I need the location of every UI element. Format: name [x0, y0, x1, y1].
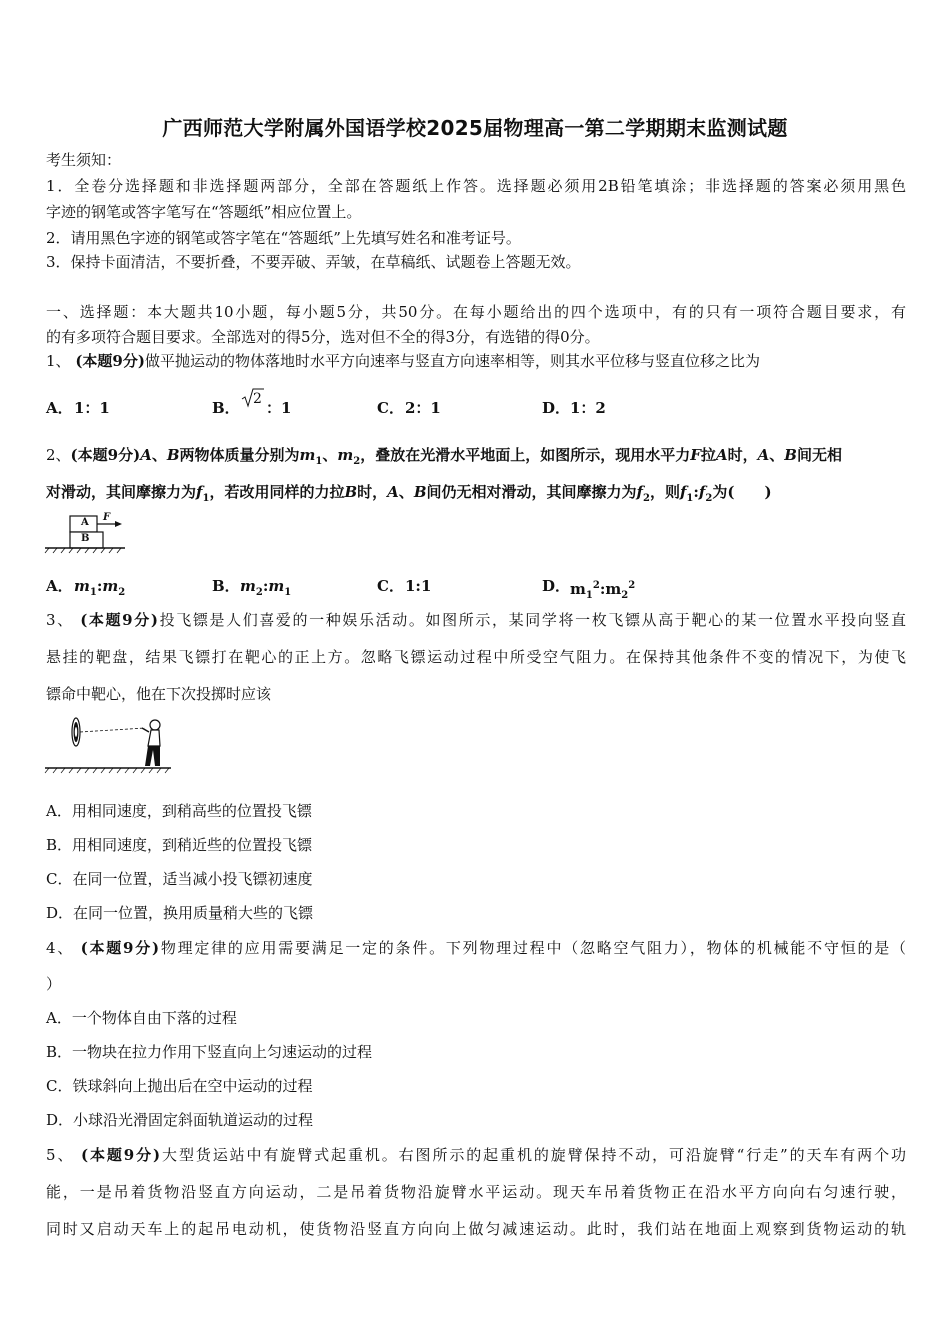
superscript: 2: [592, 580, 600, 591]
text-seg: 、: [151, 446, 167, 464]
var-m: m: [74, 577, 90, 595]
block-a-label: A: [81, 517, 89, 528]
option-label: B．: [212, 577, 240, 595]
question-4-stem-line-2: ）: [46, 975, 62, 993]
question-score-tag: (本题9分): [70, 446, 141, 464]
var-b: B: [413, 483, 427, 501]
text-seg: 两物体质量分别为: [179, 446, 300, 464]
subscript: 2: [621, 590, 629, 601]
option-text: [240, 576, 291, 603]
var-m: m: [268, 577, 285, 595]
question-score-tag: (本题9分): [80, 939, 160, 957]
var-f: f: [636, 483, 643, 501]
text-seg: ，则: [649, 483, 680, 501]
var-a: A: [715, 446, 728, 464]
text-seg: :: [693, 483, 699, 501]
question-score-tag: (本题9分): [80, 611, 158, 629]
question-3-stem-line-2: 悬挂的靶盘，结果飞镖打在靶心的正上方。忽略飞镖运动过程中所受空气阻力。在保持其他条件不变的情况下，为使飞: [46, 648, 906, 666]
question-3-option-b: B．用相同速度，到稍近些的位置投飞镖: [46, 836, 313, 854]
question-number: 5、: [46, 1146, 75, 1164]
var-m: m: [240, 577, 256, 595]
option-radicand: 2: [253, 391, 262, 407]
var-m: m: [299, 446, 316, 464]
var-f: F: [690, 446, 701, 464]
option-label: D．: [542, 399, 571, 417]
var-b: B: [344, 483, 358, 501]
text-seg: 间仍无相对滑动，其间摩擦力为: [426, 483, 637, 501]
text-seg: :: [262, 577, 269, 595]
var-b: B: [166, 446, 180, 464]
text-seg: 拉: [700, 446, 716, 464]
question-4-option-b: B．一物块在拉力作用下竖直向上匀速运动的过程: [46, 1043, 373, 1061]
option-label: B．: [212, 399, 240, 417]
question-score-tag: (本题9分): [75, 352, 145, 370]
text-seg: 间无相: [796, 446, 842, 464]
option-text: [570, 576, 635, 606]
option-text: 2：1: [405, 399, 441, 417]
question-text: 物理定律的应用需要满足一定的条件。下列物理过程中（忽略空气阻力），物体的机械能不守恒的是（: [159, 939, 906, 957]
option-label: A．: [46, 399, 73, 417]
question-3-stem-line-3: 镖命中靶心，他在下次投掷时应该: [46, 685, 272, 703]
subscript: 1: [89, 587, 97, 598]
notice-item-1-line-1: 1．全卷分选择题和非选择题两部分，全部在答题纸上作答。选择题必须用2B铅笔填涂；非选择题的答案必须用黑色: [46, 177, 906, 195]
var-f: f: [698, 483, 706, 501]
question-1-stem: [46, 351, 906, 371]
option-text: 1：2: [570, 399, 606, 417]
var-m: m: [337, 446, 354, 464]
question-4-option-d: D．小球沿光滑固定斜面轨道运动的过程: [46, 1111, 314, 1129]
subscript: 1: [284, 587, 292, 598]
var-a: A: [387, 483, 399, 501]
question-5-stem-line-3: 同时又启动天车上的起吊电动机，使货物沿竖直方向向上做匀减速运动。此时，我们站在地面上观察到货物运动的轨: [46, 1220, 906, 1238]
var-m: m: [570, 580, 586, 598]
question-4-stem-line-1: [46, 938, 906, 958]
question-4-option-a: A．一个物体自由下落的过程: [46, 1009, 237, 1027]
var-m: m: [605, 580, 622, 598]
superscript: 2: [628, 580, 636, 591]
notice-heading: 考生须知：: [46, 151, 122, 169]
text-seg: 、: [769, 446, 785, 464]
option-label: D．: [542, 577, 571, 595]
var-f: f: [196, 483, 203, 501]
subscript: 2: [353, 456, 361, 467]
text-seg: 时，: [357, 483, 388, 501]
notice-item-2: 2．请用黑色字迹的钢笔或答字笔在“答题纸”上先填写姓名和准考证号。: [46, 229, 521, 247]
option-text: ：1: [266, 399, 292, 417]
option-label: A．: [46, 577, 73, 595]
question-score-tag: (本题9分): [81, 1146, 161, 1164]
var-b: B: [784, 446, 797, 464]
question-3-option-c: C．在同一位置，适当减小投飞镖初速度: [46, 870, 313, 888]
option-label: C．: [377, 577, 404, 595]
force-f-label: F: [103, 512, 111, 523]
question-text: 大型货运站中有旋臂式起重机。右图所示的起重机的旋臂保持不动，可沿旋臂“行走”的天车有两个功: [160, 1146, 906, 1164]
block-b-label: B: [81, 533, 90, 544]
subscript: 2: [255, 587, 263, 598]
question-number: 1、: [46, 352, 71, 370]
notice-item-1-line-2: 字迹的钢笔或答字笔写在“答题纸”相应位置上。: [46, 203, 362, 221]
dart-throw-figure: [45, 712, 175, 774]
option-label: C．: [377, 399, 404, 417]
var-a: A: [757, 446, 770, 464]
option-text: 1：1: [74, 399, 110, 417]
notice-item-3: 3．保持卡面清洁，不要折叠，不要弄破、弄皱，在草稿纸、试题卷上答题无效。: [46, 253, 581, 271]
question-4-option-c: C．铁球斜向上抛出后在空中运动的过程: [46, 1077, 313, 1095]
subscript: 1: [315, 456, 323, 467]
option-text: 1:1: [405, 577, 432, 595]
text-seg: ，叠放在光滑水平地面上，如图所示，现用水平力: [360, 446, 691, 464]
question-text: 投飞镖是人们喜爱的一种娱乐活动。如图所示，某同学将一枚飞镖从高于靶心的某一位置水平投向竖直: [157, 611, 906, 629]
text-seg: 对滑动，其间摩擦力为: [46, 483, 197, 501]
text-seg: 为( ): [712, 483, 772, 501]
question-number: 2、: [46, 446, 71, 464]
subscript: 2: [705, 493, 713, 504]
var-a: A: [140, 446, 152, 464]
text-seg: 、: [398, 483, 414, 501]
var-f: f: [679, 483, 687, 501]
subscript: 1: [202, 493, 210, 504]
text-seg: 、: [322, 446, 338, 464]
option-text: [74, 576, 125, 603]
section-1-line-1: 一、选择题：本大题共10小题，每小题5分，共50分。在每小题给出的四个选项中，有的只有一项符合题目要求，有: [46, 303, 906, 321]
question-3-option-d: D．在同一位置，换用质量稍大些的飞镖: [46, 904, 314, 922]
subscript: 1: [585, 590, 593, 601]
question-2-stem-line-1: [46, 445, 906, 472]
subscript: 2: [118, 587, 126, 598]
text-seg: :: [599, 580, 606, 598]
page-title: 广西师范大学附属外国语学校2025届物理高一第二学期期末监测试题: [162, 116, 788, 140]
question-number: 4、: [46, 939, 75, 957]
subscript: 2: [642, 493, 650, 504]
subscript: 1: [686, 493, 694, 504]
text-seg: ，若改用同样的力拉: [209, 483, 345, 501]
question-number: 3、: [46, 611, 74, 629]
section-1-line-2: 的有多项符合题目要求。全部选对的得5分，选对但不全的得3分，有选错的得0分。: [46, 328, 600, 346]
var-m: m: [102, 577, 119, 595]
text-seg: 时，: [727, 446, 758, 464]
question-2-stem-line-2: [46, 482, 906, 509]
question-3-stem-line-1: [46, 610, 906, 630]
question-text: 做平抛运动的物体落地时水平方向速率与竖直方向速率相等，则其水平位移与竖直位移之比为: [144, 352, 760, 370]
question-5-stem-line-1: [46, 1145, 906, 1165]
text-seg: :: [96, 577, 103, 595]
question-3-option-a: A．用相同速度，到稍高些的位置投飞镖: [46, 802, 312, 820]
question-5-stem-line-2: 能，一是吊着货物沿竖直方向运动，二是吊着货物沿旋臂水平运动。现天车吊着货物正在沿水平方向向右匀速行驶，: [46, 1183, 906, 1201]
